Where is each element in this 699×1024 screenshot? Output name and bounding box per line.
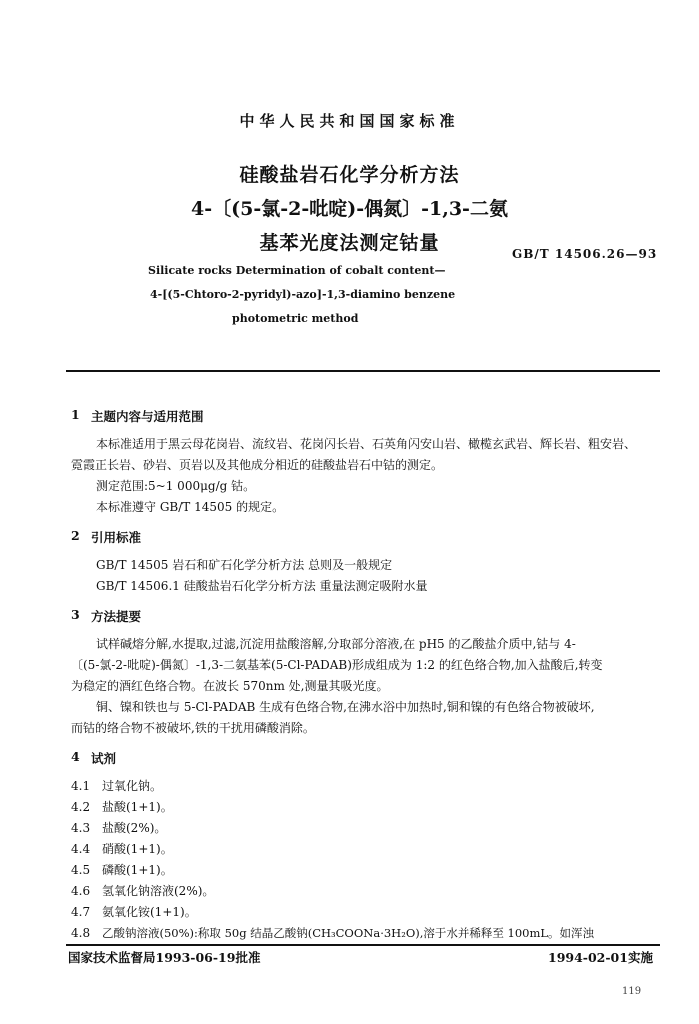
section-3-number: 3 bbox=[71, 607, 80, 622]
english-title-line-1: Silicate rocks Determination of cobalt content— bbox=[148, 264, 446, 277]
section-1-para-1-line-2: 霓霞正长岩、砂岩、页岩以及其他成分相近的硅酸盐岩石中钴的测定。 bbox=[71, 458, 444, 472]
section-1-number: 1 bbox=[71, 407, 80, 422]
reagent-item-text: 过氧化钠。 bbox=[102, 779, 163, 793]
reagent-item-text: 盐酸(1+1)。 bbox=[102, 800, 173, 814]
section-4-number: 4 bbox=[71, 749, 80, 764]
national-standard-label: 中华人民共和国国家标准 bbox=[239, 112, 460, 130]
title-line-1: 硅酸盐岩石化学分析方法 bbox=[239, 164, 460, 186]
reagent-item-text: 氢氧化钠溶液(2%)。 bbox=[102, 884, 215, 898]
reagent-item-text: 盐酸(2%)。 bbox=[102, 821, 167, 835]
reagent-item-number: 4.3 bbox=[71, 821, 91, 835]
standard-code: GB/T 14506.26—93 bbox=[512, 247, 658, 261]
section-1-para-1-line-1: 本标准适用于黑云母花岗岩、流纹岩、花岗闪长岩、石英角闪安山岩、橄榄玄武岩、辉长岩、粗安岩、 bbox=[96, 437, 637, 451]
section-4-heading: 试剂 bbox=[91, 751, 117, 766]
section-3-para-1-line-1: 试样碱熔分解,水提取,过滤,沉淀用盐酸溶解,分取部分溶液,在 pH5 的乙酸盐介质中,钴与 4- bbox=[96, 637, 576, 651]
section-3-para-1-line-2: 〔(5-氯-2-吡啶)-偶氮〕-1,3-二氨基苯(5-Cl-PADAB)形成组成为 1:2 的红色络合物,加入盐酸后,转变 bbox=[71, 658, 603, 672]
title-line-2: 4-〔(5-氯-2-吡啶)-偶氮〕-1,3-二氨 bbox=[191, 198, 508, 220]
english-title-line-3: photometric method bbox=[232, 312, 359, 325]
approval-date: 国家技术监督局1993-06-19批准 bbox=[68, 950, 261, 965]
reagent-item-number: 4.4 bbox=[71, 842, 91, 856]
section-2-reference-1: GB/T 14505 岩石和矿石化学分析方法 总则及一般规定 bbox=[96, 558, 393, 572]
section-3-para-1-line-3: 为稳定的酒红色络合物。在波长 570nm 处,测量其吸光度。 bbox=[71, 679, 389, 693]
section-3-heading: 方法提要 bbox=[91, 609, 142, 624]
page-number: 119 bbox=[622, 986, 642, 997]
reagent-item-text: 硝酸(1+1)。 bbox=[102, 842, 173, 856]
reagent-item-number: 4.2 bbox=[71, 800, 91, 814]
section-1-para-2: 测定范围:5~1 000μg/g 钴。 bbox=[96, 479, 256, 493]
section-2-reference-2: GB/T 14506.1 硅酸盐岩石化学分析方法 重量法测定吸附水量 bbox=[96, 579, 428, 593]
english-title-line-2: 4-[(5-Chtoro-2-pyridyl)-azo]-1,3-diamino benzene bbox=[150, 288, 456, 301]
title-line-3: 基苯光度法测定钴量 bbox=[259, 232, 440, 254]
reagent-item-text: 磷酸(1+1)。 bbox=[102, 863, 173, 877]
reagent-item-number: 4.8 bbox=[71, 926, 91, 940]
section-2-heading: 引用标准 bbox=[91, 530, 142, 545]
section-1-para-3: 本标准遵守 GB/T 14505 的规定。 bbox=[96, 500, 285, 514]
reagent-item-number: 4.5 bbox=[71, 863, 91, 877]
reagent-item-text: 乙酸钠溶液(50%):称取 50g 结晶乙酸钠(CH₃COONa·3H₂O),溶于水并稀释至 100mL。如浑浊 bbox=[102, 926, 595, 940]
header-divider bbox=[66, 370, 660, 372]
footer-divider bbox=[66, 944, 660, 946]
section-2-number: 2 bbox=[71, 528, 80, 543]
section-3-para-2-line-1: 铜、镍和铁也与 5-Cl-PADAB 生成有色络合物,在沸水浴中加热时,铜和镍的有色络合物被破坏, bbox=[96, 700, 595, 714]
reagent-item-number: 4.1 bbox=[71, 779, 91, 793]
reagent-item-text: 氨氧化铵(1+1)。 bbox=[102, 905, 197, 919]
section-3-para-2-line-2: 而钴的络合物不被破坏,铁的干扰用磷酸消除。 bbox=[71, 721, 315, 735]
reagent-item-number: 4.7 bbox=[71, 905, 91, 919]
section-1-heading: 主题内容与适用范围 bbox=[91, 409, 204, 424]
reagent-item-number: 4.6 bbox=[71, 884, 91, 898]
implementation-date: 1994-02-01实施 bbox=[548, 950, 653, 965]
